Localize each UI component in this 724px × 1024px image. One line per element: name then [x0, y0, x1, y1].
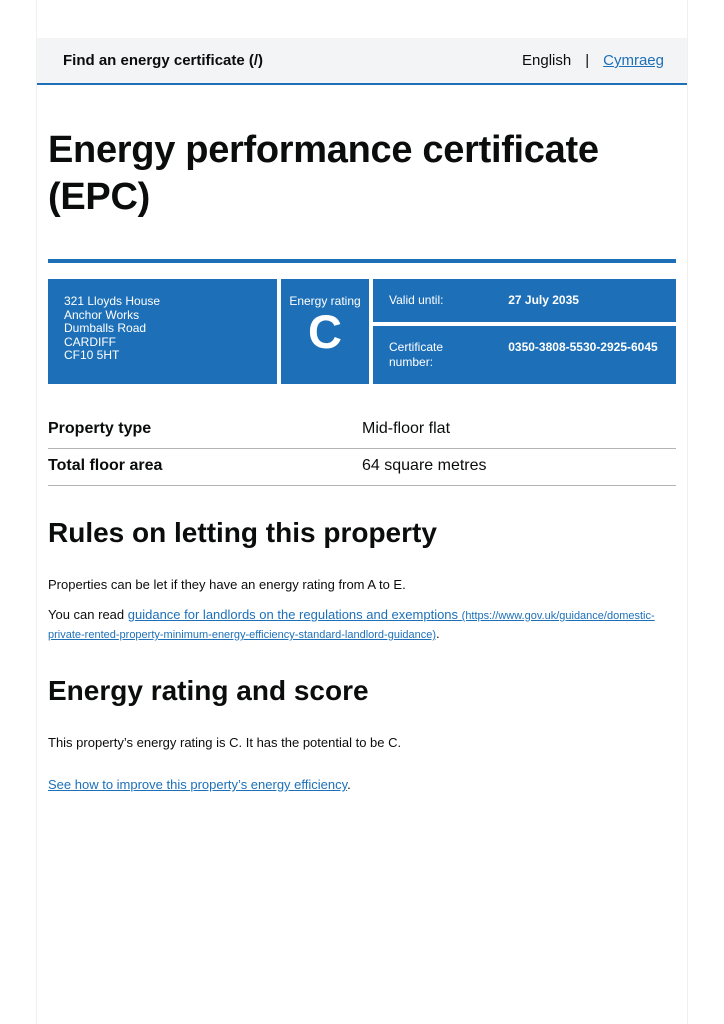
valid-until-row	[373, 279, 676, 322]
improve-efficiency-link[interactable]: See how to improve this property’s energy efficiency	[48, 777, 348, 792]
language-switch-link[interactable]: Cymraeg	[603, 52, 664, 69]
property-address	[48, 279, 277, 384]
energy-rating-value: C	[308, 305, 342, 358]
detail-value: Mid-floor flat	[362, 420, 451, 437]
detail-label: Property type	[48, 420, 152, 437]
improve-paragraph	[48, 776, 676, 793]
certificate-number-label: Certificate number:	[389, 340, 444, 369]
energy-rating-badge	[281, 279, 369, 384]
certificate-meta	[373, 279, 676, 384]
rating-score-heading: Energy rating and score	[48, 675, 369, 706]
valid-until-label: Valid until:	[389, 293, 444, 307]
guidance-prefix: You can read	[48, 607, 128, 622]
rules-paragraph: Properties can be let if they have an energy rating from A to E.	[48, 577, 406, 592]
certificate-number-value: 0350-3808-5530-2925-6045	[508, 340, 658, 354]
valid-until-value: 27 July 2035	[508, 293, 579, 307]
rules-heading: Rules on letting this property	[48, 517, 437, 548]
improve-suffix: .	[347, 777, 351, 792]
guidance-paragraph	[48, 606, 676, 644]
language-separator: |	[585, 52, 590, 69]
language-toggle	[522, 52, 664, 69]
energy-rating-label: Energy rating	[289, 294, 361, 308]
language-current: English	[522, 52, 572, 69]
service-name-link[interactable]: Find an energy certificate (/)	[63, 52, 264, 69]
table-row	[48, 449, 676, 486]
address-line: CARDIFF	[64, 334, 116, 349]
page-title: Energy performance certificate (EPC)	[48, 129, 599, 218]
detail-value: 64 square metres	[362, 457, 487, 474]
main-content	[37, 127, 687, 793]
table-row	[48, 412, 676, 449]
service-header	[37, 38, 687, 85]
address-line: CF10 5HT	[64, 348, 120, 363]
property-details-table	[48, 412, 676, 486]
print-page	[36, 0, 688, 1024]
address-line: Anchor Works	[64, 307, 140, 322]
address-line: Dumballs Road	[64, 321, 147, 336]
landlord-guidance-link[interactable]: guidance for landlords on the regulations and exemptions (https://www.gov.uk/guidance/domestic-private-rented-property-minimum-energy-efficiency-standard-landlord-guidance)	[48, 607, 655, 641]
certificate-summary-panel	[48, 279, 676, 384]
address-line: 321 Lloyds House	[64, 294, 161, 308]
rating-summary-paragraph: This property’s energy rating is C. It has the potential to be C.	[48, 735, 402, 750]
guidance-suffix: .	[436, 626, 440, 641]
certificate-number-row	[373, 326, 676, 384]
section-divider	[48, 259, 676, 263]
detail-label: Total floor area	[48, 457, 163, 474]
